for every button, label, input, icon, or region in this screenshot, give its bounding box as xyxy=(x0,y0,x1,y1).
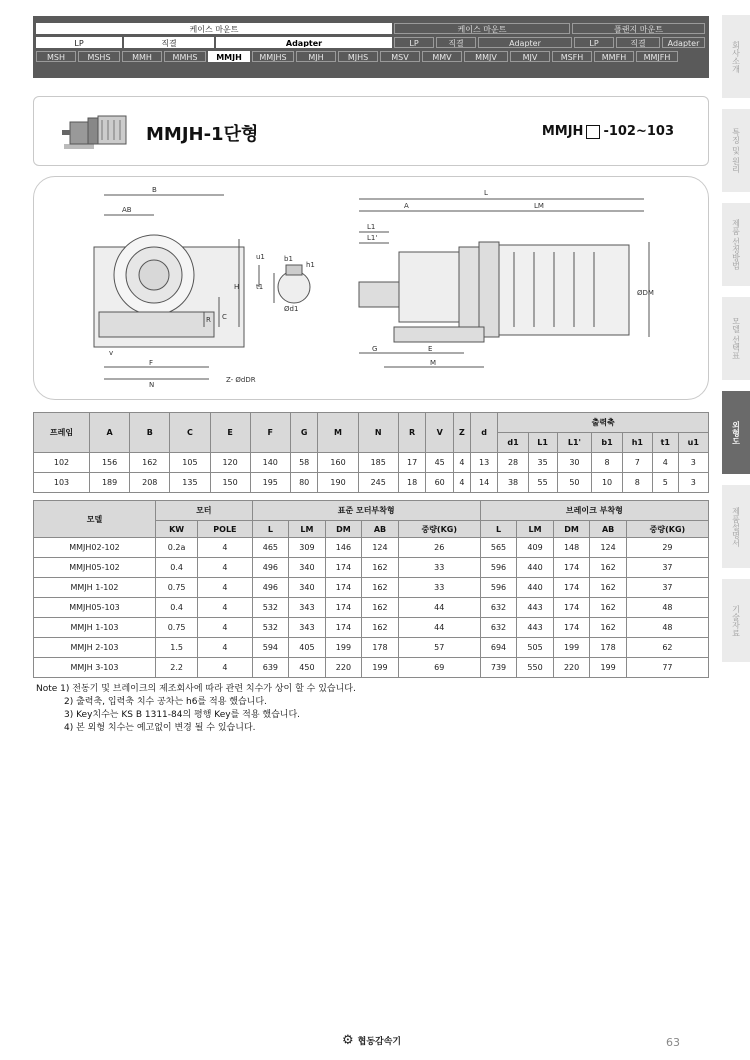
side-tab-tech[interactable]: 기술자료 xyxy=(722,578,750,662)
dim-label-d1: Ød1 xyxy=(284,305,299,313)
side-tab-selection[interactable]: 제품 선정방법 xyxy=(722,202,750,286)
th-d: d xyxy=(470,413,498,453)
nav-mjhs[interactable]: MJHS xyxy=(338,51,378,62)
th-brake-dm: DM xyxy=(553,521,590,538)
nav-lp-3[interactable]: LP xyxy=(574,37,614,48)
dimension-drawing-box xyxy=(33,176,709,400)
th-b1: b1 xyxy=(592,433,622,453)
th-e: E xyxy=(210,413,250,453)
nav-mmhs[interactable]: MMHS xyxy=(164,51,206,62)
dim-label-e: E xyxy=(428,345,433,353)
page-title: MMJH-1단형 xyxy=(146,124,259,145)
dim-label-h: H xyxy=(234,283,240,291)
side-tab-model-table[interactable]: 모델 선택표 xyxy=(722,296,750,380)
model-code: MMJH -102~103 xyxy=(541,124,674,139)
dim-label-z-ddr: Z- ØdDR xyxy=(226,376,256,384)
dim-label-a: A xyxy=(404,202,409,210)
table-row: MMJH 3-103 2.2 4 639 450 220 199 69 739 550 220 199 77 xyxy=(34,658,709,678)
th-v: V xyxy=(426,413,454,453)
th-pole: POLE xyxy=(198,521,252,538)
nav-direct-2[interactable]: 직결 xyxy=(436,37,476,48)
th-std-ab: AB xyxy=(362,521,399,538)
th-brake-lm: LM xyxy=(517,521,554,538)
dim-label-b: B xyxy=(152,186,157,194)
th-f: F xyxy=(250,413,290,453)
nav-adapter-3[interactable]: Adapter xyxy=(662,37,705,48)
table-row: MMJH02-102 0.2a 4 465 309 146 124 26 565 409 148 124 29 xyxy=(34,538,709,558)
th-m: M xyxy=(318,413,358,453)
dim-label-ab: AB xyxy=(122,206,132,214)
side-tab-company[interactable]: 회사소개 xyxy=(722,14,750,98)
table-row: 103 189 208 135 150 195 80 190 245 18 60 4 14 38 55 50 10 8 5 3 xyxy=(34,473,709,493)
dim-label-l1: L1 xyxy=(367,223,376,231)
table-row: MMJH05-102 0.4 4 496 340 174 162 33 596 440 174 162 37 xyxy=(34,558,709,578)
th-brake-ab: AB xyxy=(590,521,627,538)
th-brake-weight: 중량(KG) xyxy=(626,521,708,538)
nav-case-mount[interactable]: 케이스 마운트 xyxy=(36,23,392,34)
dim-label-r: R xyxy=(206,316,211,324)
nav-adapter-2[interactable]: Adapter xyxy=(478,37,572,48)
dim-label-t1: t1 xyxy=(256,283,264,291)
dim-label-c: C xyxy=(222,313,227,321)
page-number: 63 xyxy=(666,1036,680,1049)
dim-label-m: M xyxy=(430,359,437,367)
th-b: B xyxy=(130,413,170,453)
notes xyxy=(36,683,356,735)
th-r: R xyxy=(398,413,426,453)
th-std-motor: 표준 모터부착형 xyxy=(252,501,480,521)
th-model: 모델 xyxy=(34,501,156,538)
model-dimension-table xyxy=(33,500,709,678)
table-row: MMJH 2-103 1.5 4 594 405 199 178 57 694 505 199 178 62 xyxy=(34,638,709,658)
gear-icon: ⚙ xyxy=(342,1033,354,1048)
dim-label-u1: u1 xyxy=(256,253,265,261)
dim-label-n: N xyxy=(149,381,155,389)
nav-mmh[interactable]: MMH xyxy=(122,51,162,62)
nav-mmjv[interactable]: MMJV xyxy=(464,51,508,62)
nav-lp[interactable]: LP xyxy=(36,37,122,48)
product-nav xyxy=(33,16,709,78)
side-tab-features[interactable]: 특징 및 원리 xyxy=(722,108,750,192)
dim-label-l1p: L1' xyxy=(367,234,378,242)
th-t1: t1 xyxy=(652,433,678,453)
dim-label-v: v xyxy=(109,349,114,357)
note-3: 3) Key치수는 KS B 1311-84의 평행 Key를 적용 했습니다. xyxy=(64,710,301,720)
code-blank-box xyxy=(586,125,600,139)
th-n: N xyxy=(358,413,398,453)
dim-label-b1: b1 xyxy=(284,255,293,263)
th-frame: 프레임 xyxy=(34,413,90,453)
th-output-shaft: 출력축 xyxy=(498,413,709,433)
nav-flange-mount[interactable]: 플랜지 마운트 xyxy=(572,23,705,34)
nav-mmfh[interactable]: MMFH xyxy=(594,51,634,62)
th-std-l: L xyxy=(252,521,289,538)
th-l1p: L1' xyxy=(557,433,592,453)
th-u1: u1 xyxy=(678,433,708,453)
dimension-drawing xyxy=(34,177,710,401)
nav-direct[interactable]: 직결 xyxy=(124,37,214,48)
dim-label-l: L xyxy=(484,189,488,197)
dim-label-h1: h1 xyxy=(306,261,315,269)
nav-mmjfh[interactable]: MMJFH xyxy=(636,51,678,62)
th-motor: 모터 xyxy=(156,501,253,521)
th-d1: d1 xyxy=(498,433,528,453)
nav-mmjhs[interactable]: MMJHS xyxy=(252,51,294,62)
nav-mjh[interactable]: MJH xyxy=(296,51,336,62)
company-logo: ⚙ 협동감속기 xyxy=(342,1033,402,1048)
nav-mshs[interactable]: MSHS xyxy=(78,51,120,62)
note-1: Note 1) 전동기 및 브레이크의 제조회사에 따라 관련 치수가 상이 할 수 있습니다. xyxy=(36,684,356,694)
nav-msv[interactable]: MSV xyxy=(380,51,420,62)
th-z: Z xyxy=(453,413,470,453)
th-kw: KW xyxy=(156,521,198,538)
th-brake-l: L xyxy=(480,521,517,538)
side-tab-manual[interactable]: 제품설명서 xyxy=(722,484,750,568)
dim-label-dm: ØDM xyxy=(637,289,654,297)
table-row: 102 156 162 105 120 140 58 160 185 17 45 4 13 28 35 30 8 7 4 3 xyxy=(34,453,709,473)
th-l1: L1 xyxy=(528,433,557,453)
nav-mjv[interactable]: MJV xyxy=(510,51,550,62)
th-std-lm: LM xyxy=(289,521,326,538)
nav-mmv[interactable]: MMV xyxy=(422,51,462,62)
table-row: MMJH05-103 0.4 4 532 343 174 162 44 632 443 174 162 48 xyxy=(34,598,709,618)
nav-case-mount-2[interactable]: 케이스 마운트 xyxy=(394,23,570,34)
table-row: MMJH 1-102 0.75 4 496 340 174 162 33 596 440 174 162 37 xyxy=(34,578,709,598)
nav-lp-2[interactable]: LP xyxy=(394,37,434,48)
dim-label-f: F xyxy=(149,359,154,367)
note-4: 4) 본 외형 치수는 예고없이 변경 될 수 있습니다. xyxy=(64,723,256,733)
nav-msfh[interactable]: MSFH xyxy=(552,51,592,62)
nav-adapter[interactable]: Adapter xyxy=(216,37,392,48)
dim-label-lm: LM xyxy=(534,202,544,210)
th-a: A xyxy=(90,413,130,453)
side-tabs xyxy=(722,14,750,672)
note-2: 2) 출력축, 입력축 치수 공차는 h6를 적용 했습니다. xyxy=(64,697,267,707)
table-row: MMJH 1-103 0.75 4 532 343 174 162 44 632 443 174 162 48 xyxy=(34,618,709,638)
th-std-weight: 중량(KG) xyxy=(398,521,480,538)
th-h1: h1 xyxy=(622,433,652,453)
frame-dimension-table xyxy=(33,412,709,493)
dim-label-g: G xyxy=(372,345,378,353)
reducer-thumbnail-icon xyxy=(62,108,132,152)
th-std-dm: DM xyxy=(325,521,362,538)
nav-msh[interactable]: MSH xyxy=(36,51,76,62)
side-tab-outline[interactable]: 외형도 xyxy=(722,390,750,474)
nav-direct-3[interactable]: 직결 xyxy=(616,37,660,48)
th-brake-motor: 브레이크 부착형 xyxy=(480,501,708,521)
th-c: C xyxy=(170,413,210,453)
nav-mmjh[interactable]: MMJH xyxy=(208,51,250,62)
th-g: G xyxy=(290,413,318,453)
